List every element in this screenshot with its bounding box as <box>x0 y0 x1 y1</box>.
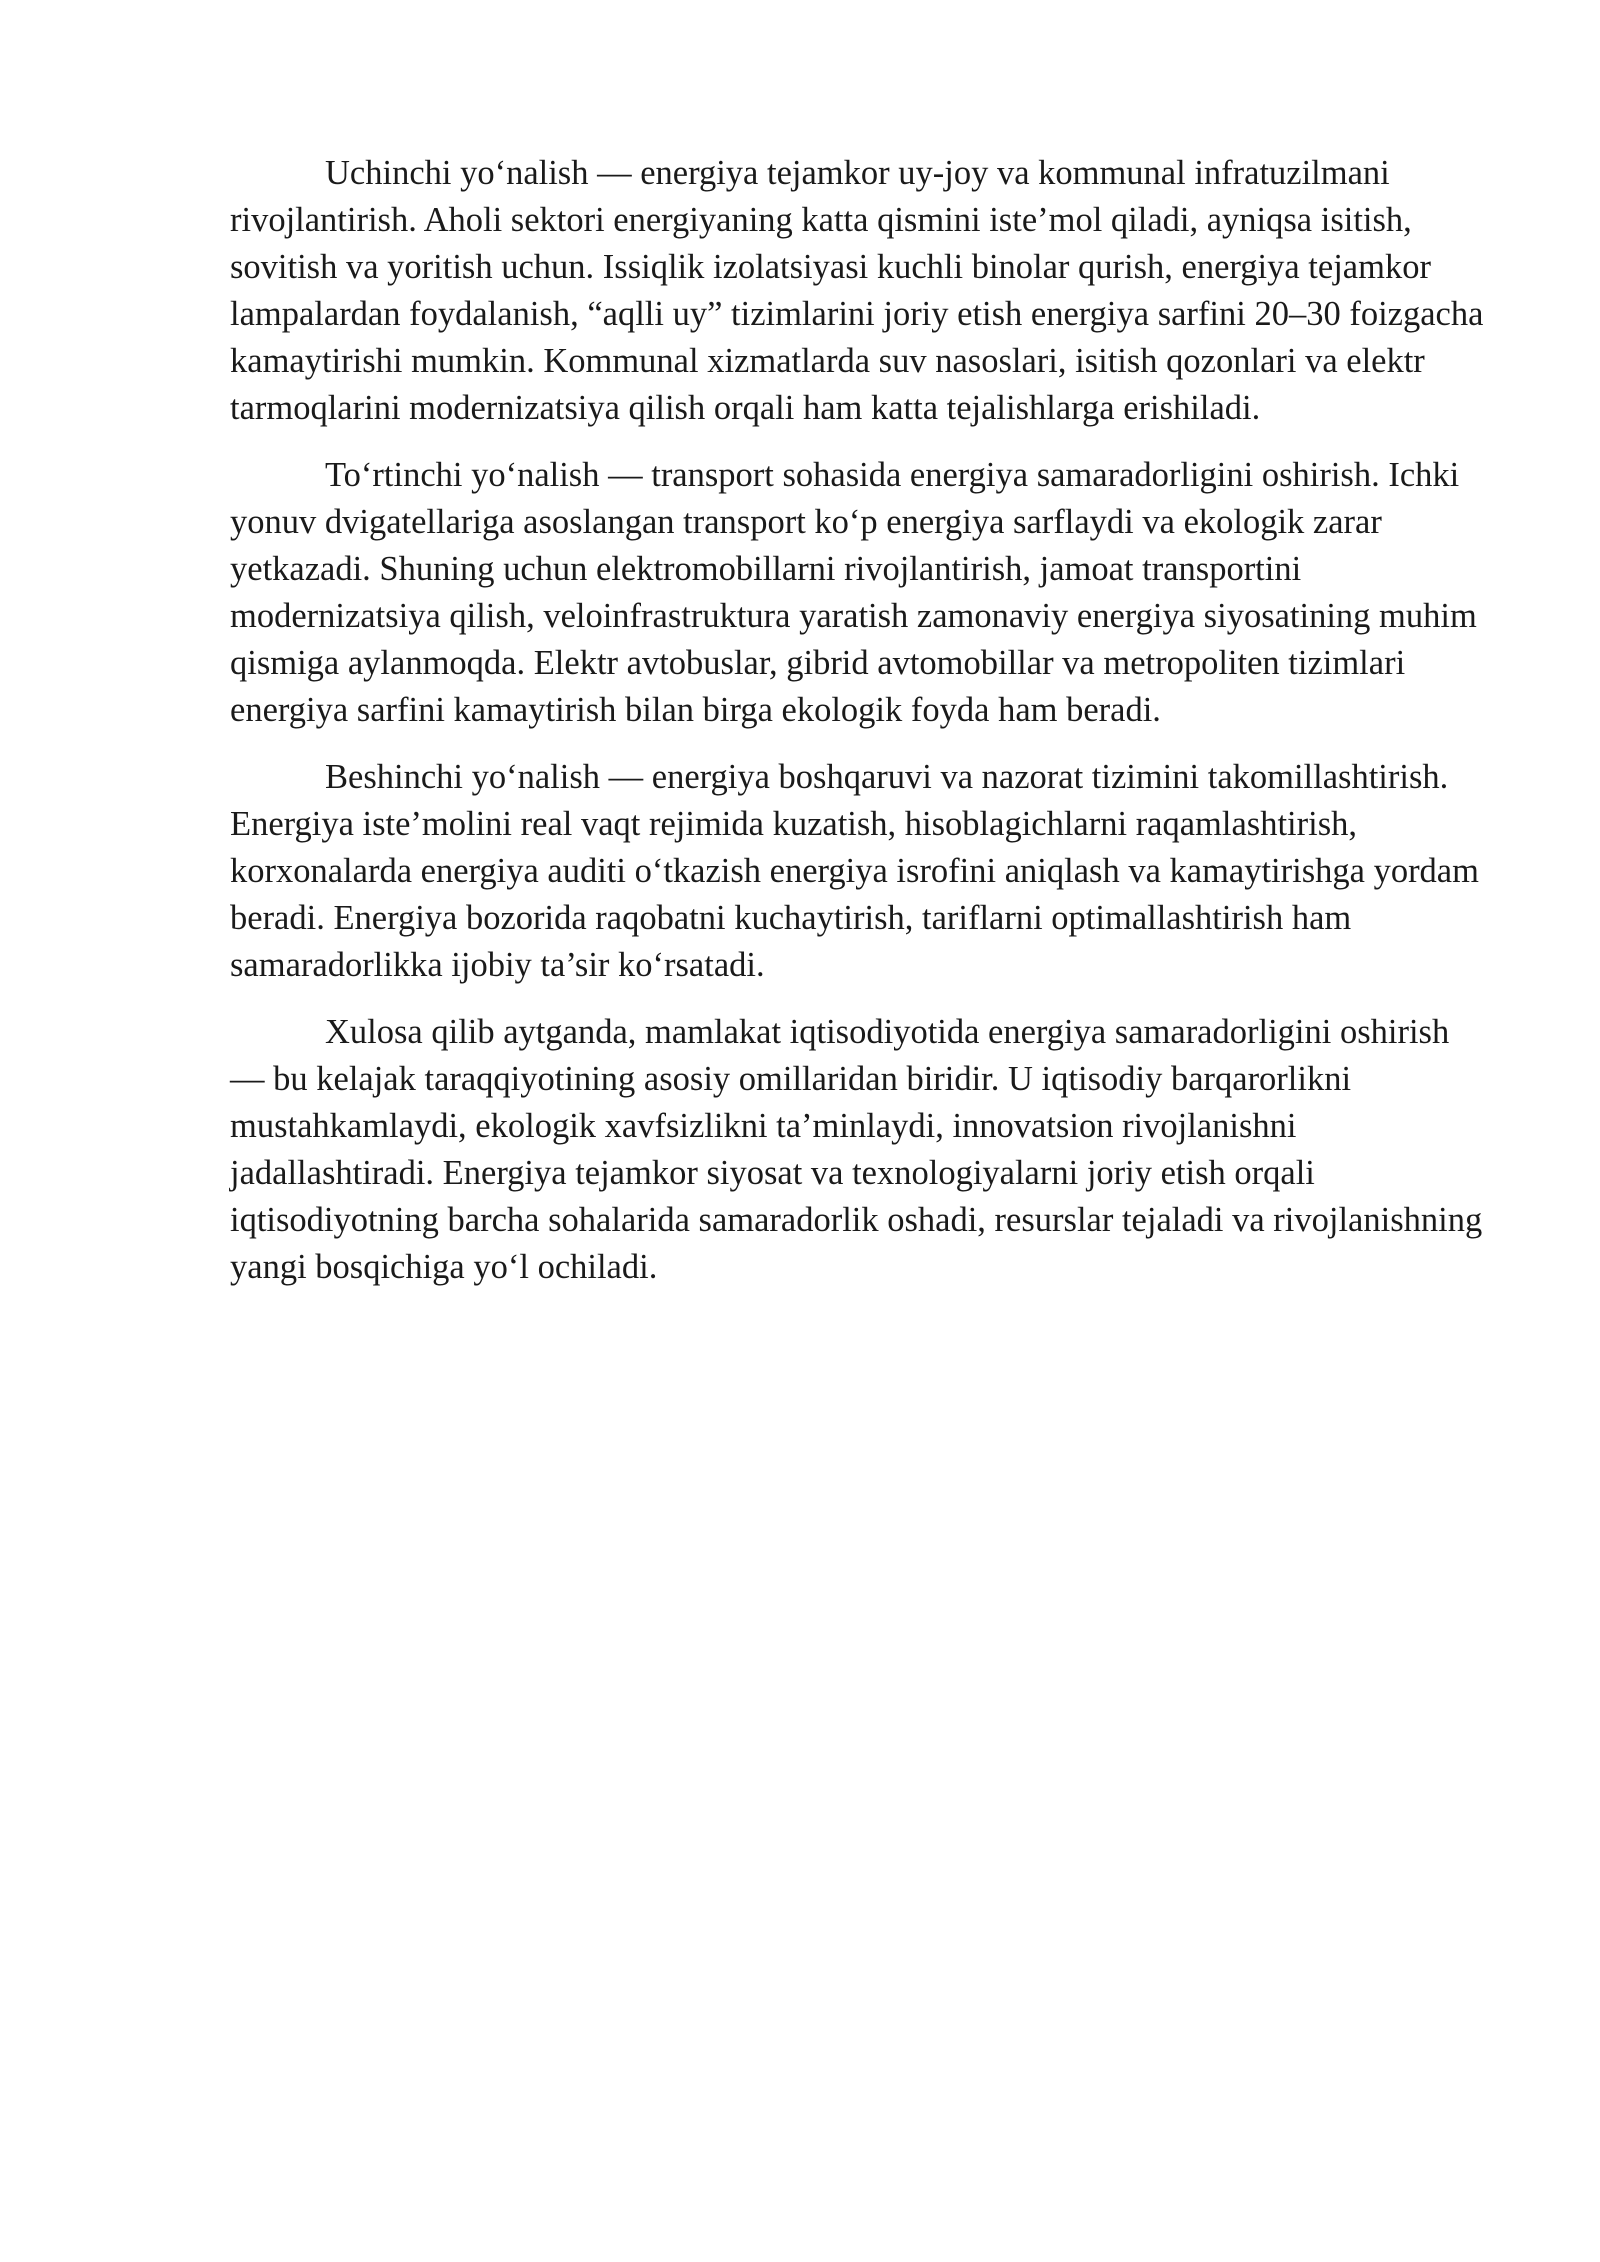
paragraph-third-direction: Uchinchi yo‘nalish — energiya tejamkor uy-joy va kommunal infratuzilmani rivojlantirish. Aholi sektori energiyaning katta qismini iste’mol qiladi, ayniqsa isitish, sovitish va yoritish uchun. Issiqlik izolatsiyasi kuchli binolar qurish, energiya tejamkor lampalardan foydalanish, “aqlli uy” tizimlarini joriy etish energiya sarfini 20–30 foizgacha kamaytirishi mumkin. Kommunal xizmatlarda suv nasoslari, isitish qozonlari va elektr tarmoqlarini modernizatsiya qilish orqali ham katta tejalishlarga erishiladi. <box>230 154 1484 427</box>
paragraph-conclusion: Xulosa qilib aytganda, mamlakat iqtisodiyotida energiya samaradorligini oshirish — bu kelajak taraqqiyotining asosiy omillaridan biridir. U iqtisodiy barqarorlikni mustahkamlaydi, ekologik xavfsizlikni ta’minlaydi, innovatsion rivojlanishni jadallashtiradi. Energiya tejamkor siyosat va texnologiyalarni joriy etish orqali iqtisodiyotning barcha sohalarida samaradorlik oshadi, resurslar tejaladi va rivojlanishning yangi bosqichiga yo‘l ochiladi. <box>230 1013 1483 1286</box>
paragraph-fifth-direction: Beshinchi yo‘nalish — energiya boshqaruvi va nazorat tizimini takomillashtirish. Energiya iste’molini real vaqt rejimida kuzatish, hisoblagichlarni raqamlashtirish, korxonalarda energiya auditi o‘tkazish energiya isrofini aniqlash va kamaytirishga yordam beradi. Energiya bozorida raqobatni kuchaytirish, tariflarni optimallashtirish ham samaradorlikka ijobiy ta’sir ko‘rsatadi. <box>230 758 1479 984</box>
document-body <box>230 150 1492 1311</box>
paragraph-fourth-direction: To‘rtinchi yo‘nalish — transport sohasida energiya samaradorligini oshirish. Ichki yonuv dvigatellariga asoslangan transport ko‘p energiya sarflaydi va ekologik zarar yetkazadi. Shuning uchun elektromobillarni rivojlantirish, jamoat transportini modernizatsiya qilish, veloinfrastruktura yaratish zamonaviy energiya siyosatining muhim qismiga aylanmoqda. Elektr avtobuslar, gibrid avtomobillar va metropoliten tizimlari energiya sarfini kamaytirish bilan birga ekologik foyda ham beradi. <box>230 456 1477 729</box>
